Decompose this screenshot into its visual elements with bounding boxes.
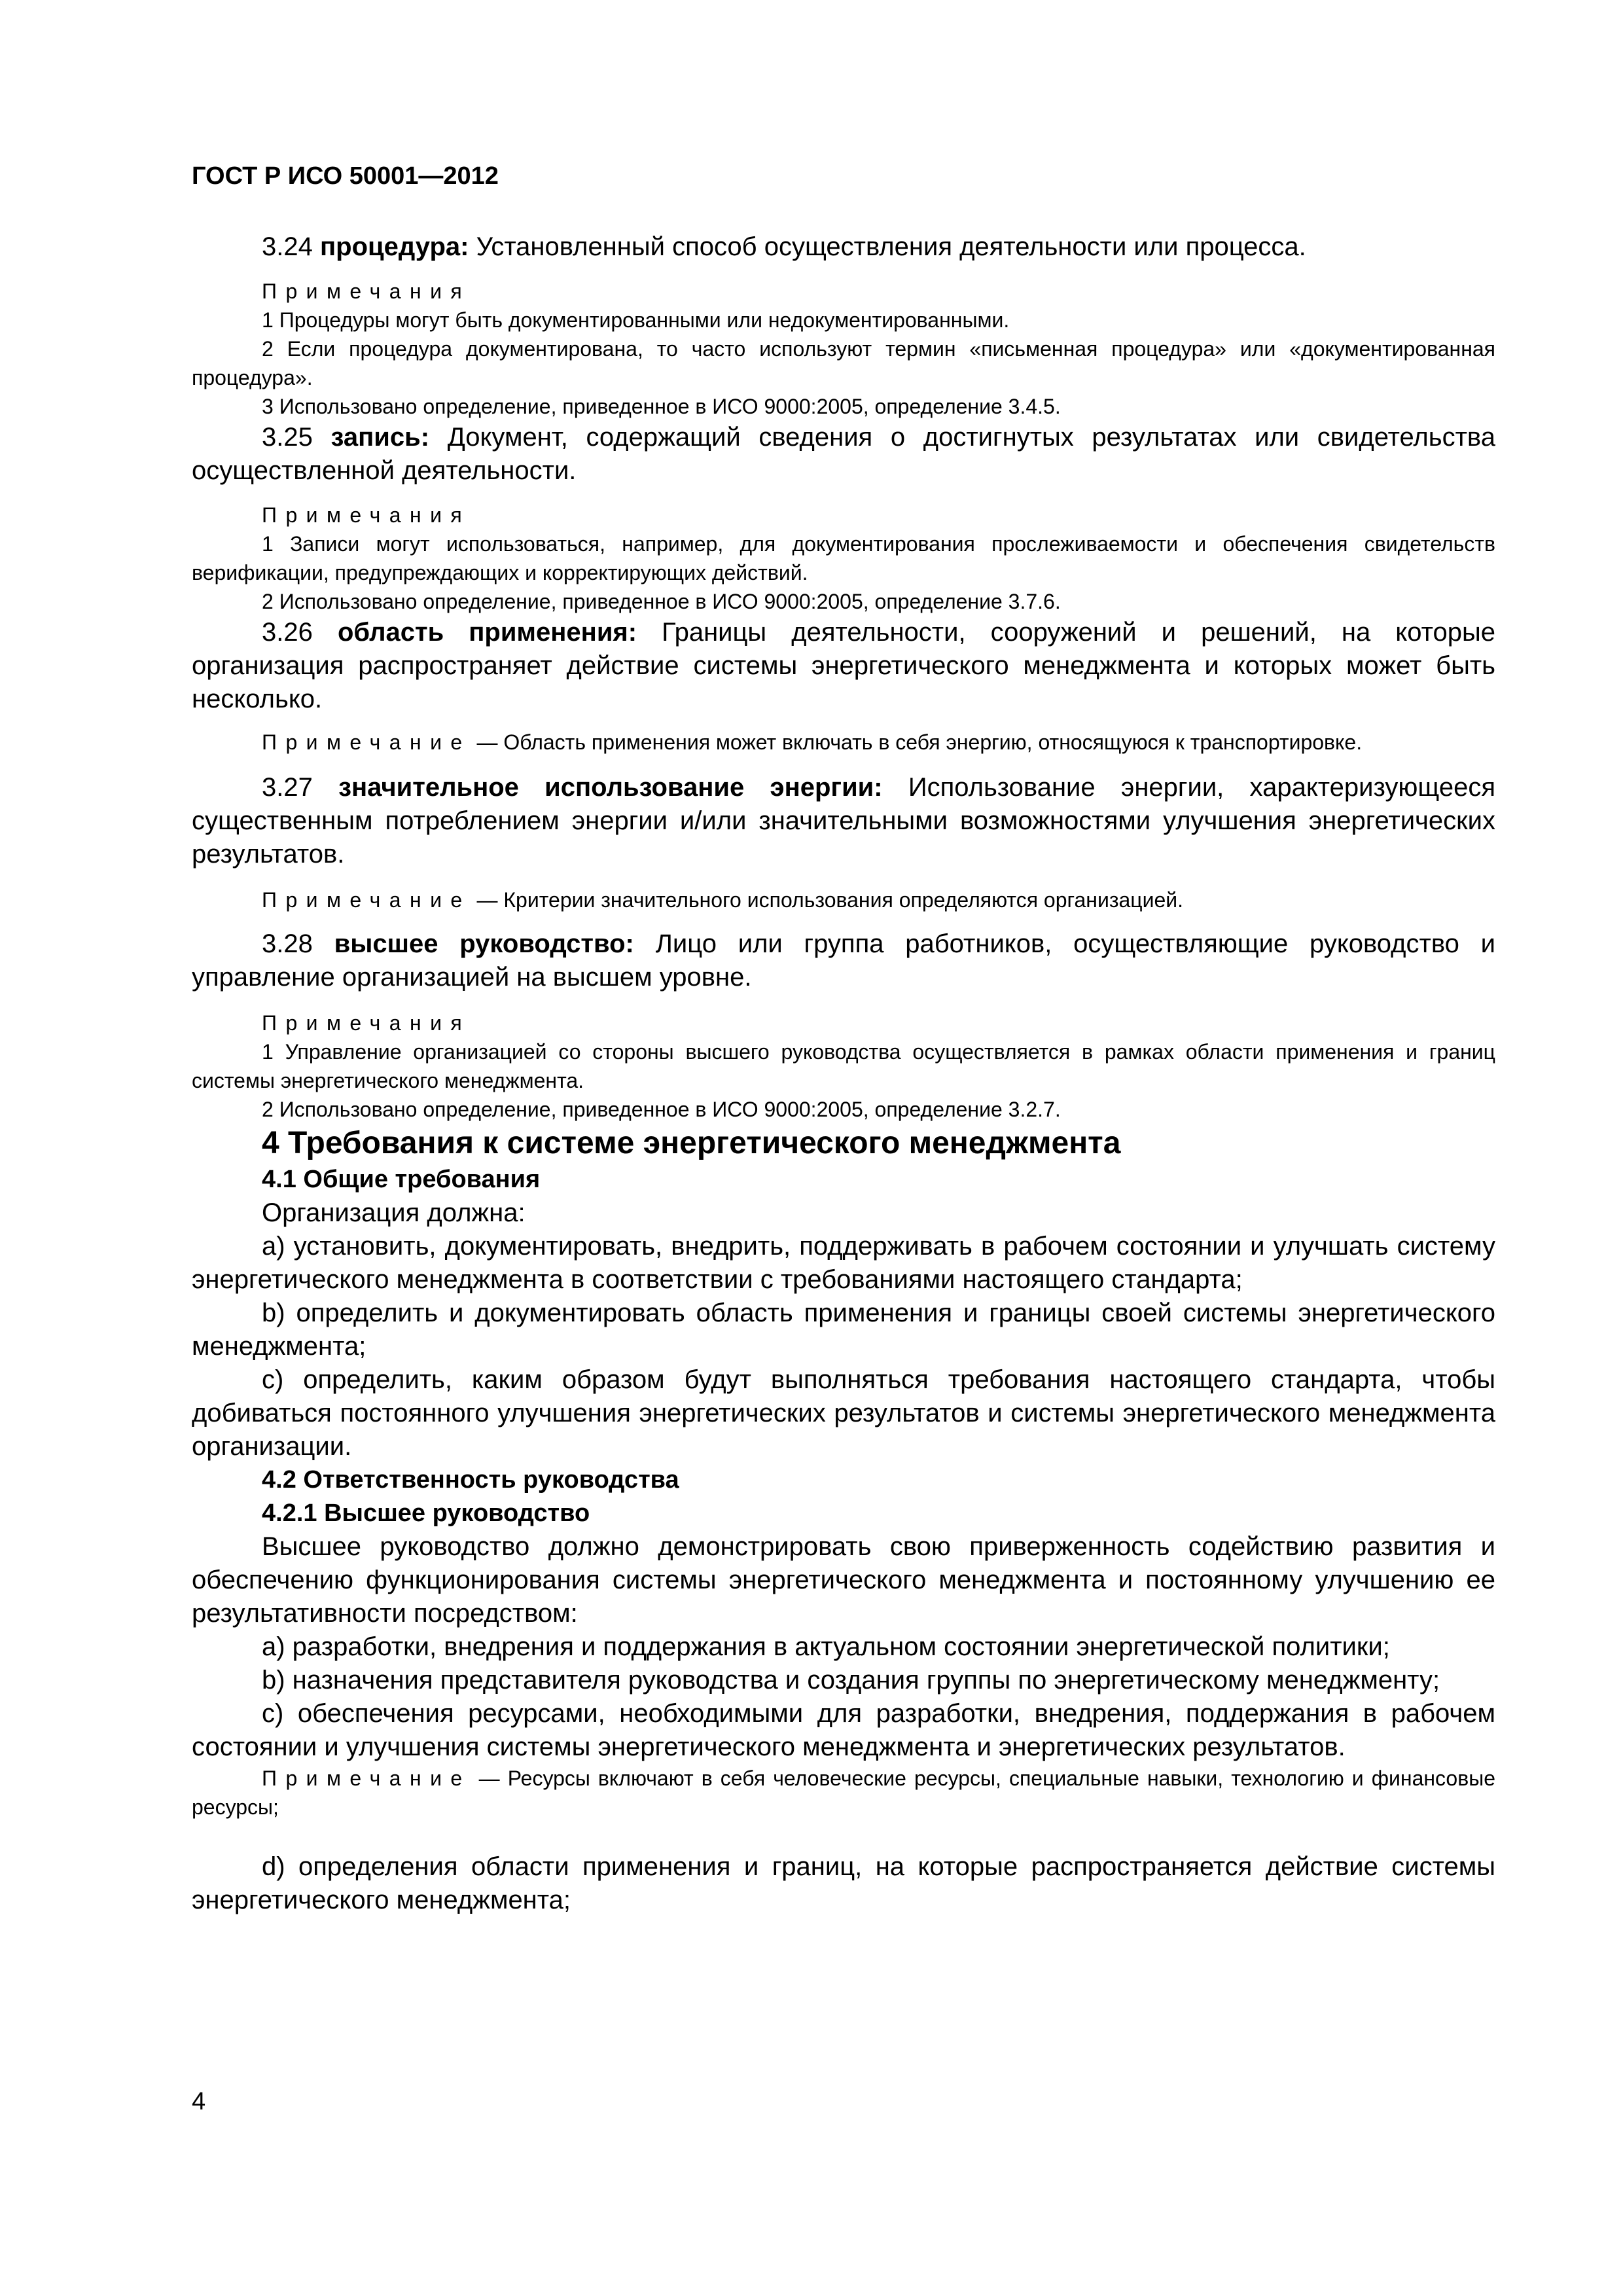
paragraph: Организация должна: xyxy=(262,1198,526,1227)
paragraph xyxy=(192,771,1495,871)
term-name: высшее руководство: xyxy=(334,929,634,958)
note-text: Область применения может включать в себя энергию, относящуюся к транспортировке. xyxy=(503,730,1363,754)
note-label: Примечания xyxy=(262,279,471,303)
note-item: 3 Использовано определение, приведенное в ИСО 9000:2005, определение 3.4.5. xyxy=(262,395,1061,418)
note xyxy=(192,1764,1495,1821)
subsection-heading: 4.2.1 Высшее руководство xyxy=(262,1499,590,1527)
document-header: ГОСТ Р ИСО 50001—2012 xyxy=(192,162,499,190)
paragraph: c) обеспечения ресурсами, необходимыми для разработки, внедрения, поддержания в рабочем состоянии и улучшения системы энергетического менеджмента и энергетических результатов. xyxy=(192,1699,1495,1761)
note-item: 2 Использовано определение, приведенное в ИСО 9000:2005, определение 3.2.7. xyxy=(262,1098,1061,1121)
paragraph xyxy=(192,421,1495,488)
note xyxy=(192,886,1495,914)
paragraph xyxy=(192,927,1495,994)
note-heading xyxy=(192,1009,1495,1037)
paragraph xyxy=(192,616,1495,716)
term-name: значительное использование энергии: xyxy=(338,773,883,802)
term-definition: Установленный способ осуществления деятельности или процесса. xyxy=(476,232,1306,261)
term-number: 3.25 xyxy=(262,423,313,452)
term-name: область применения: xyxy=(337,618,637,647)
note-text: Критерии значительного использования определяются организацией. xyxy=(503,888,1184,912)
document-body xyxy=(192,230,1495,1917)
note-dash: — xyxy=(471,730,504,754)
paragraph: a) установить, документировать, внедрить, поддерживать в рабочем состоянии и улучшать систему энергетического менеджмента в соответствии с требованиями настоящего стандарта; xyxy=(192,1232,1495,1294)
note-item: 1 Записи могут использоваться, например, для документирования прослеживаемости и обеспечения свидетельств верификации, предупреждающих и корректирующих действий. xyxy=(192,532,1495,584)
section-heading: 4 Требования к системе энергетического менеджмента xyxy=(262,1126,1121,1160)
page-number: 4 xyxy=(192,2088,206,2115)
note-label: Примечание xyxy=(262,888,471,912)
note-heading xyxy=(192,277,1495,306)
paragraph xyxy=(192,230,1495,264)
term-definition: Использование энергии, характеризующееся существенным потреблением энергии и/или значительными возможностями улучшения энергетических результатов. xyxy=(192,773,1495,869)
note-label: Примечания xyxy=(262,1011,471,1035)
paragraph: d) определения области применения и границ, на которые распространяется действие системы энергетического менеджмента; xyxy=(192,1852,1495,1914)
paragraph: b) назначения представителя руководства и создания группы по энергетическому менеджменту; xyxy=(262,1666,1440,1695)
term-number: 3.28 xyxy=(262,929,313,958)
note-item: 2 Если процедура документирована, то часто используют термин «письменная процедура» или «документированная процедура». xyxy=(192,337,1495,389)
note-item: 1 Управление организацией со стороны высшего руководства осуществляется в рамках области применения и границ системы энергетического менеджмента. xyxy=(192,1040,1495,1092)
paragraph: b) определить и документировать область применения и границы своей системы энергетического менеджмента; xyxy=(192,1299,1495,1361)
paragraph: Высшее руководство должно демонстрировать свою приверженность содействию развития и обеспечению функционирования системы энергетического менеджмента и постоянному улучшению ее результативности посредством: xyxy=(192,1532,1495,1628)
note-label: Примечание xyxy=(262,1767,471,1790)
term-name: запись: xyxy=(330,423,430,452)
term-number: 3.27 xyxy=(262,773,313,802)
note xyxy=(192,728,1495,757)
note-item: 2 Использовано определение, приведенное в ИСО 9000:2005, определение 3.7.6. xyxy=(262,590,1061,613)
note-dash: — xyxy=(471,888,504,912)
note-text: Ресурсы включают в себя человеческие ресурсы, специальные навыки, технологию и финансовые ресурсы; xyxy=(192,1767,1496,1819)
note-label: Примечание xyxy=(262,730,471,754)
note-item: 1 Процедуры могут быть документированными или недокументированными. xyxy=(262,308,1010,332)
paragraph: c) определить, каким образом будут выполняться требования настоящего стандарта, чтобы добиваться постоянного улучшения энергетических результатов и системы энергетического менеджмента организации. xyxy=(192,1365,1495,1461)
paragraph: a) разработки, внедрения и поддержания в актуальном состоянии энергетической политики; xyxy=(262,1632,1390,1661)
note-heading xyxy=(192,501,1495,529)
term-number: 3.26 xyxy=(262,618,313,647)
term-definition: Лицо или группа работников, осуществляющие руководство и управление организацией на высшем уровне. xyxy=(192,929,1496,992)
subsection-heading: 4.1 Общие требования xyxy=(262,1166,541,1193)
note-label: Примечания xyxy=(262,503,471,527)
subsection-heading: 4.2 Ответственность руководства xyxy=(262,1466,679,1494)
term-number: 3.24 xyxy=(262,232,313,261)
term-definition: Документ, содержащий сведения о достигнутых результатах или свидетельства осуществленной деятельности. xyxy=(192,423,1495,485)
note-dash: — xyxy=(471,1767,508,1790)
term-name: процедура: xyxy=(319,232,469,261)
term-definition: Границы деятельности, сооружений и решений, на которые организация распространяет действие системы энергетического менеджмента и которых может быть несколько. xyxy=(192,618,1495,713)
